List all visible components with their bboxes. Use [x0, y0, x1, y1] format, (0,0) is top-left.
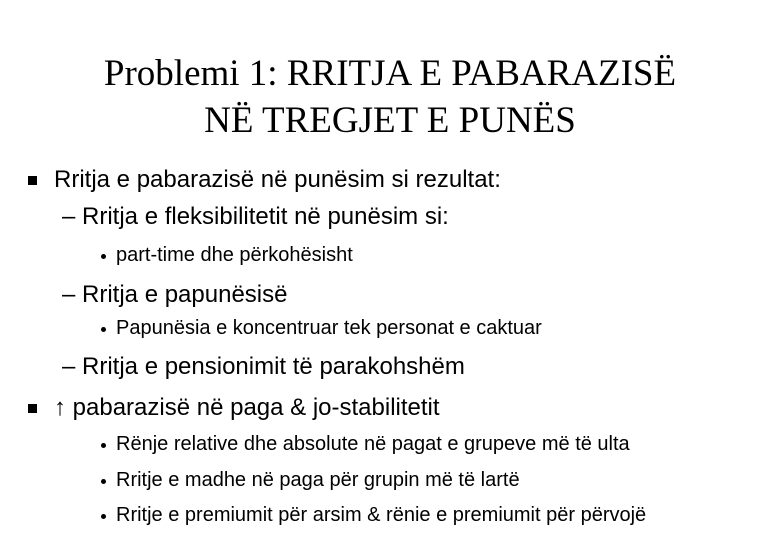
- square-bullet-icon: [28, 404, 37, 413]
- round-bullet-icon: [101, 327, 106, 332]
- list-item-text: Rritja e pabarazisë në punësim si rezultat:: [54, 166, 501, 193]
- title-line-1: Problemi 1: RRITJA E PABARAZISË: [103, 53, 677, 94]
- title-line-2: NË TREGJET E PUNËS: [204, 100, 576, 141]
- list-item-text: ↑ pabarazisë në paga & jo-stabilitetit: [54, 394, 440, 421]
- round-bullet-icon: [101, 479, 106, 484]
- round-bullet-icon: [101, 443, 106, 448]
- slide-title: [0, 50, 780, 144]
- round-bullet-icon: [101, 514, 106, 519]
- list-item-text: – Rritja e papunësisë: [62, 281, 288, 308]
- list-item-text: part-time dhe përkohësisht: [116, 244, 353, 266]
- list-item-text: Rritje e madhe në paga për grupin më të lartë: [116, 469, 520, 491]
- list-item-text: Rënje relative dhe absolute në pagat e grupeve më të ulta: [116, 433, 630, 455]
- round-bullet-icon: [101, 254, 106, 259]
- square-bullet-icon: [28, 176, 37, 185]
- list-item-text: – Rritja e pensionimit të parakohshëm: [62, 353, 465, 380]
- list-item-text: Rritje e premiumit për arsim & rënie e premiumit për përvojë: [116, 504, 647, 526]
- list-item-text: Papunësia e koncentruar tek personat e caktuar: [116, 317, 542, 339]
- list-item-text: – Rritja e fleksibilitetit në punësim si:: [62, 203, 449, 230]
